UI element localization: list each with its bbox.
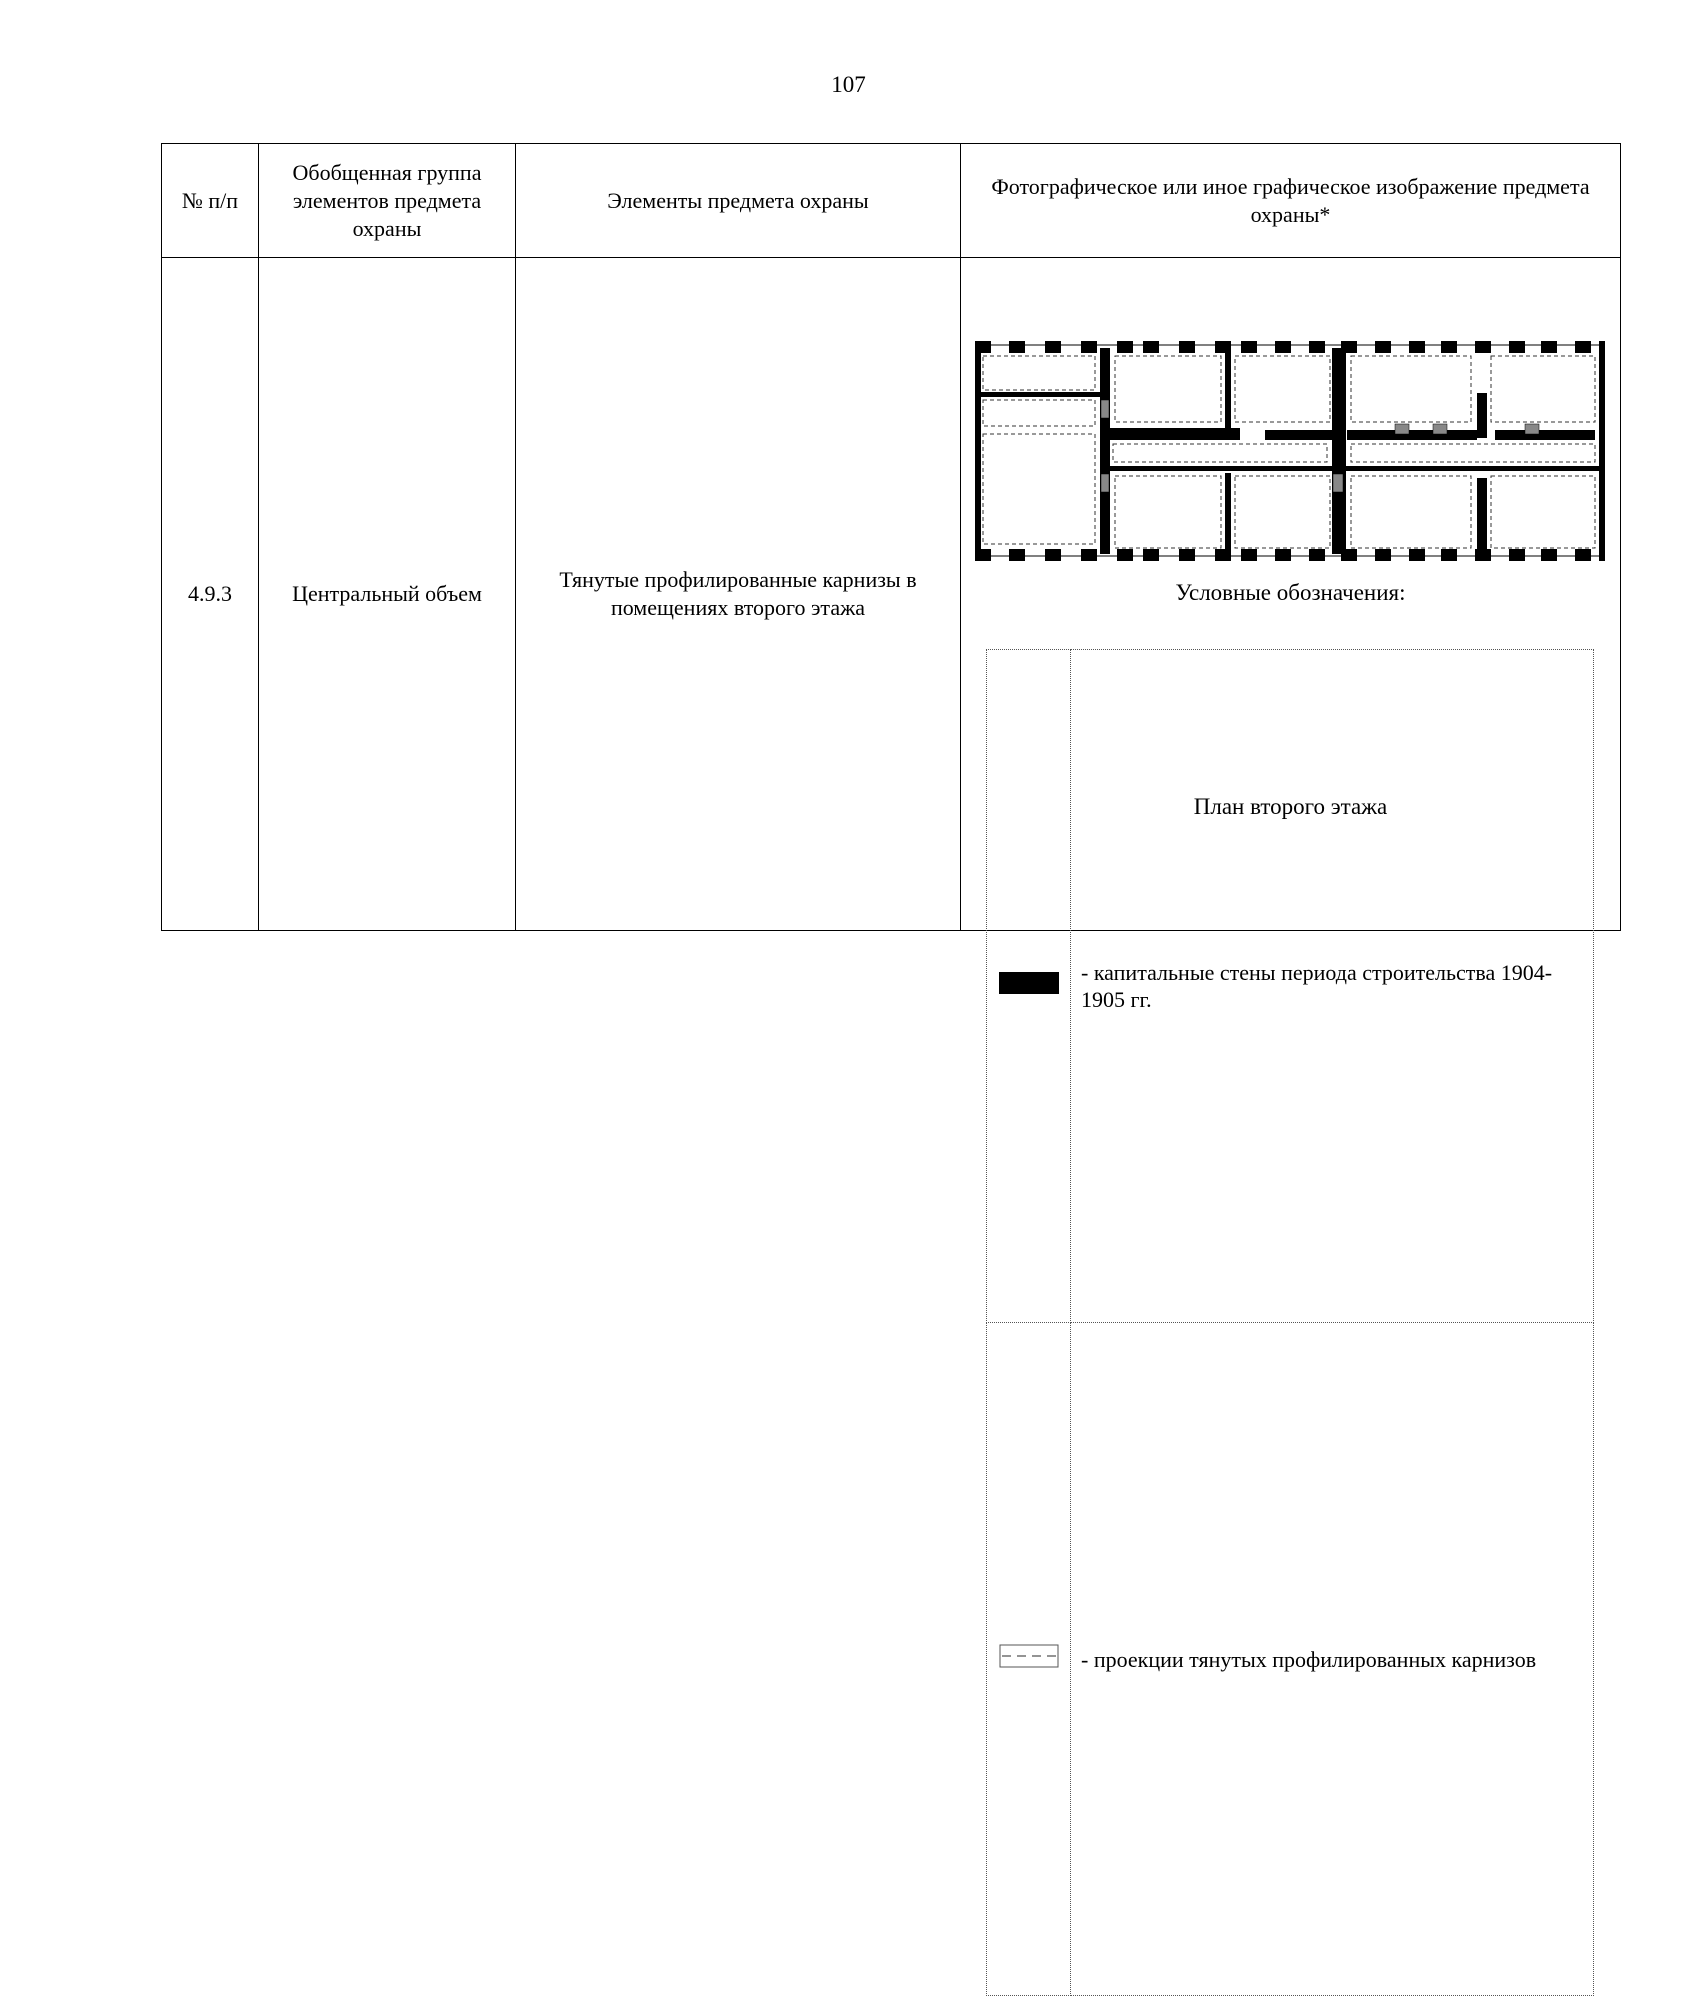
cornice-outline xyxy=(1351,444,1595,462)
wall-pier xyxy=(1179,341,1195,353)
cornice-outline xyxy=(983,434,1095,544)
cornice-outline xyxy=(1235,476,1330,548)
legend-table xyxy=(986,649,1594,1996)
wall-pier xyxy=(1509,341,1525,353)
wall-pier xyxy=(1143,549,1159,561)
cornice-outline xyxy=(1351,476,1471,548)
wall-pier xyxy=(1045,341,1061,353)
legend-row xyxy=(987,650,1594,1323)
row-elements: Тянутые профилированные карнизы в помещениях второго этажа xyxy=(516,258,961,931)
hatched-insert xyxy=(1333,474,1343,492)
hatched-insert xyxy=(1101,474,1109,492)
plan-cornice-projections xyxy=(983,356,1595,548)
hatched-insert xyxy=(1395,424,1409,434)
plan-caption: План второго этажа xyxy=(1193,794,1388,819)
cornice-outline xyxy=(1351,356,1471,422)
wall-pier xyxy=(1143,341,1159,353)
wall-pier xyxy=(1375,549,1391,561)
wall-pier xyxy=(1081,341,1097,353)
hatched-insert xyxy=(1433,424,1447,434)
legend-row xyxy=(987,1323,1594,1996)
capital-wall xyxy=(1265,430,1332,440)
cornice-outline xyxy=(1115,356,1221,422)
wall-pier xyxy=(1275,549,1291,561)
wall-pier xyxy=(1117,341,1133,353)
wall-pier xyxy=(1215,341,1231,353)
wall-pier xyxy=(1309,341,1325,353)
legend-text: - проекции тянутых профилированных карнизов xyxy=(1071,1323,1594,1996)
row-number: 4.9.3 xyxy=(162,258,259,931)
plan-hatched-details xyxy=(1101,400,1539,492)
capital-wall xyxy=(1225,353,1231,428)
row-image-cell xyxy=(961,258,1621,1672)
wall-pier xyxy=(1509,549,1525,561)
hatched-insert xyxy=(1101,400,1109,418)
row-group: Центральный объем xyxy=(259,258,516,931)
floor-plan-drawing xyxy=(975,338,1605,564)
wall-pier xyxy=(1081,549,1097,561)
header-number: № п/п xyxy=(162,144,259,258)
legend-title: Условные обозначения: xyxy=(1175,580,1406,605)
header-image: Фотографическое или иное графическое изображение предмета охраны* xyxy=(961,144,1621,258)
solid-wall-swatch-icon xyxy=(998,971,1060,995)
capital-wall xyxy=(1477,393,1487,438)
wall-pier xyxy=(1409,341,1425,353)
dashed-cornice-swatch-icon xyxy=(998,1643,1060,1669)
capital-wall xyxy=(1100,428,1240,440)
wall-pier xyxy=(1045,549,1061,561)
right-end-wall xyxy=(1599,341,1605,561)
capital-wall xyxy=(975,392,1100,397)
wall-pier xyxy=(1117,549,1133,561)
plan-outer-walls xyxy=(975,341,1605,561)
wall-pier xyxy=(1375,341,1391,353)
wall-pier xyxy=(1409,549,1425,561)
wall-pier xyxy=(1475,341,1491,353)
cornice-outline xyxy=(983,400,1095,426)
header-group: Обобщенная группа элементов предмета охраны xyxy=(259,144,516,258)
legend-text: - капитальные стены периода строительства 1904-1905 гг. xyxy=(1071,650,1594,1323)
cornice-outline xyxy=(1235,356,1330,422)
hatched-insert xyxy=(1525,424,1539,434)
wall-pier xyxy=(1275,341,1291,353)
wall-pier xyxy=(1009,341,1025,353)
wall-pier xyxy=(1441,549,1457,561)
cornice-outline xyxy=(1491,356,1595,422)
cornice-outline xyxy=(1491,476,1595,548)
capital-wall xyxy=(1100,466,1600,471)
wall-pier xyxy=(1441,341,1457,353)
capital-wall xyxy=(1100,348,1110,554)
legend-symbol-cell xyxy=(987,1323,1071,1996)
wall-pier xyxy=(1541,549,1557,561)
wall-pier xyxy=(1309,549,1325,561)
cornice-outline xyxy=(1113,444,1327,462)
capital-wall xyxy=(1495,430,1595,440)
cornice-outline xyxy=(1115,476,1221,548)
page-number: 107 xyxy=(831,72,866,97)
capital-wall xyxy=(1477,478,1487,554)
table-header-row xyxy=(162,144,1621,258)
capital-wall xyxy=(1332,348,1346,554)
capital-wall xyxy=(1347,430,1477,440)
wall-pier xyxy=(1575,341,1591,353)
wall-pier xyxy=(1009,549,1025,561)
legend-symbol-cell xyxy=(987,650,1071,1323)
wall-pier xyxy=(1241,549,1257,561)
wall-pier xyxy=(1241,341,1257,353)
plan-inner-walls xyxy=(975,348,1600,554)
left-end-wall xyxy=(975,341,981,561)
capital-wall xyxy=(1225,473,1231,553)
cornice-outline xyxy=(983,356,1095,390)
wall-pier xyxy=(1541,341,1557,353)
wall-pier xyxy=(1179,549,1195,561)
header-elements: Элементы предмета охраны xyxy=(516,144,961,258)
table-row xyxy=(162,258,1621,931)
wall-pier xyxy=(1575,549,1591,561)
protection-table xyxy=(161,143,1621,1672)
